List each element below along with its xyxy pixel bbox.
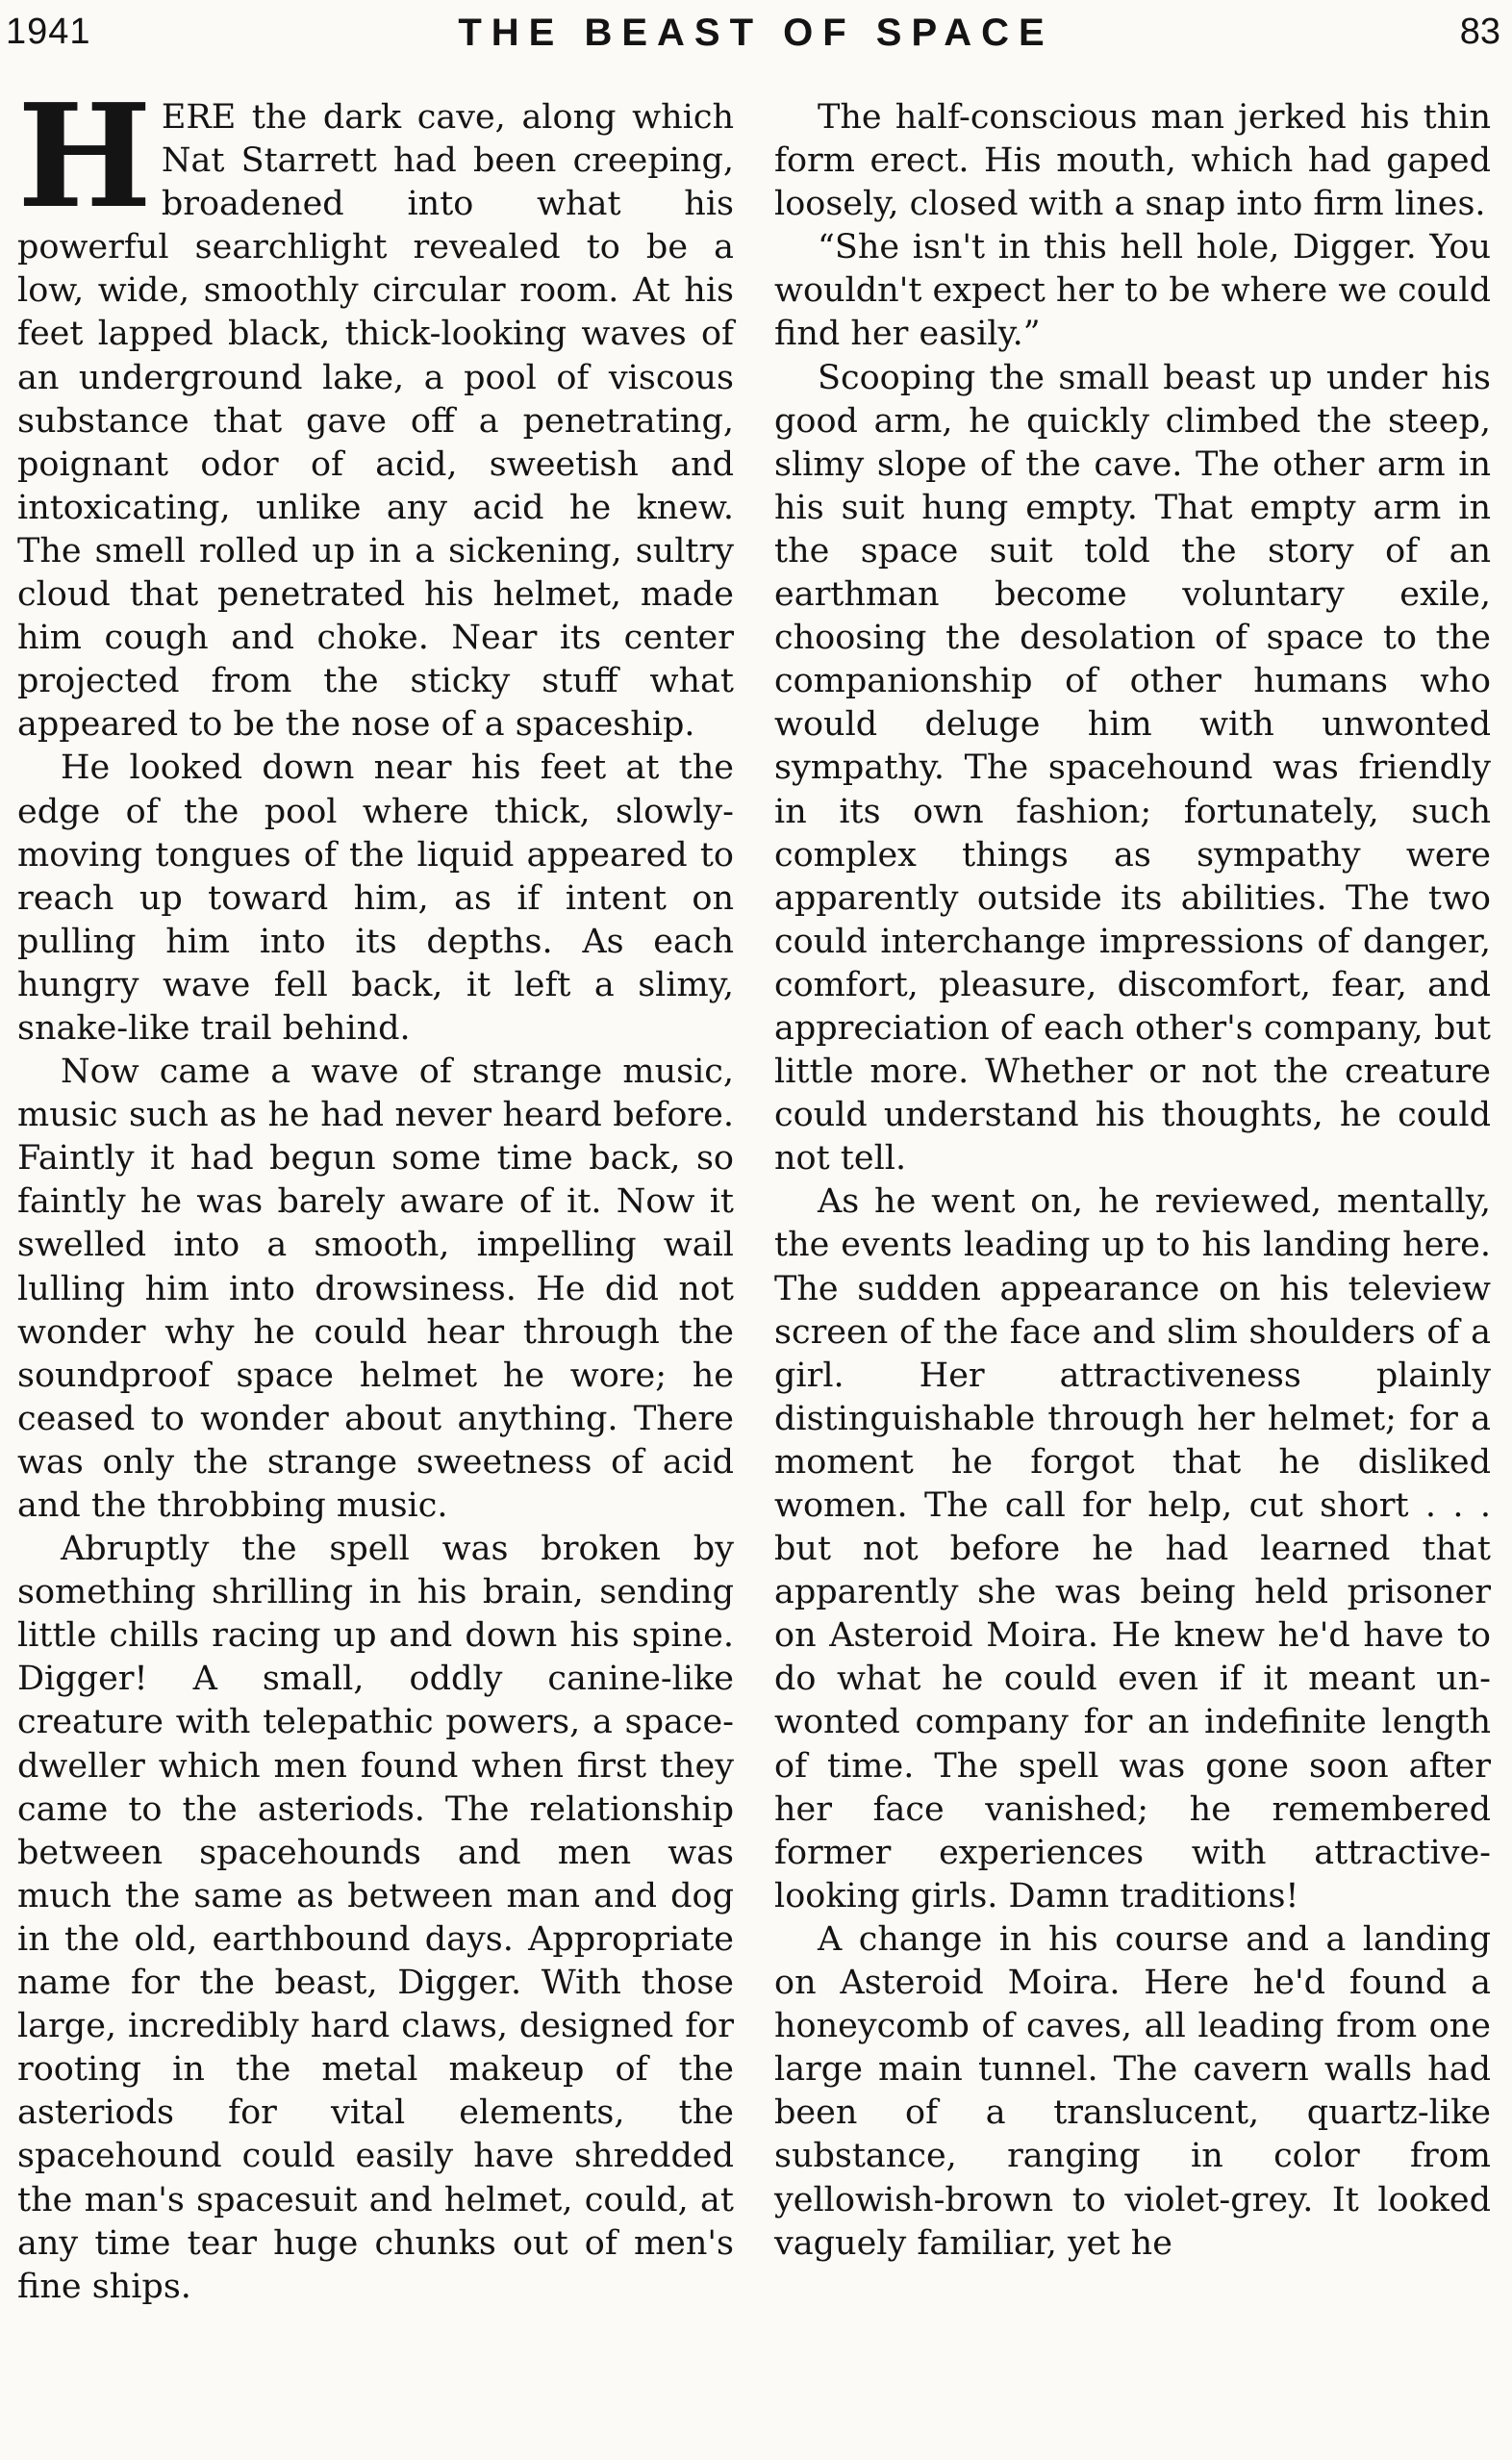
right-column: [774, 96, 1491, 2266]
paragraph: “She isn't in this hell hole, Digger. You wouldn't expect her to be where we could find her easily.”: [774, 228, 1491, 354]
opening-paragraph: [17, 72, 734, 747]
page-number: 83: [1459, 12, 1500, 52]
running-header: [0, 10, 1512, 67]
issue-year: 1941: [6, 12, 91, 52]
paragraph: Abruptly the spell was broken by something shrilling in his brain, sending little chills racing up and down his spine. Digger! A small, oddly canine-like creature with telepathic powers, a space-dweller which men found when first they came to the asteriods. The relationship between spacehounds and men was much the same as between man and dog in the old, earthbound days. Appropriate name for the beast, Digger. With those large, incredibly hard claws, designed for rooting in the metal makeup of the asteriods for vital elements, the spacehound could easily have shredded the man's spacesuit and helmet, could, at any time tear huge chunks out of men's fine ships.: [17, 1530, 734, 2306]
left-column: [17, 72, 734, 2309]
opening-paragraph-text: ERE the dark cave, along which Nat Starrett had been creeping, broadened into what his powerful searchlight revealed to be a low, wide, smoothly circular room. At his feet lapped black, thick-looking waves of an underground lake, a pool of viscous substance that gave off a penetrating, poignant odor of acid, sweetish and intoxicating, unlike any acid he knew. The smell rolled up in a sickening, sultry cloud that penetrated his helmet, made him cough and choke. Near its center projected from the sticky stuff what appeared to be the nose of a spaceship.: [17, 98, 734, 745]
paragraph: The half-conscious man jerked his thin form erect. His mouth, which had gaped loosely, closed with a snap into firm lines.: [774, 98, 1491, 224]
paragraph: He looked down near his feet at the edge of the pool where thick, slowlymoving tongues of the liquid appeared to reach up toward him, as if intent on pulling him into its depths. As each hungry wave fell back, it left a slimy, snake-like trail behind.: [17, 748, 734, 1048]
paragraph: Scooping the small beast up under his good arm, he quickly climbed the steep, slimy slope of the cave. The other arm in his suit hung empty. That empty arm in the space suit told the story of an earthman become voluntary exile, choosing the desolation of space to the companionship of other humans who would deluge him with unwonted sympathy. The spacehound was friendly in its own fashion; fortunately, such complex things as sympathy were apparently outside its abilities. The two could interchange impressions of danger, comfort, pleasure, discomfort, fear, and appreciation of each other's company, but little more. Whether or not the creature could understand his thoughts, he could not tell.: [774, 358, 1491, 1179]
paragraph: A change in his course and a landing on Asteroid Moira. Here he'd found a honeycomb of caves, all leading from one large main tunnel. The cavern walls had been of a translucent, quartz-like substance, ranging in color from yellowish-brown to violet-grey. It looked vaguely familiar, yet he: [774, 1919, 1491, 2263]
drop-cap: H: [17, 72, 152, 240]
story-title: THE BEAST OF SPACE: [458, 12, 1054, 54]
paragraph: Now came a wave of strange music, music such as he had never heard before. Faintly it had begun some time back, so faintly he was barely aware of it. Now it swelled into a smooth, impelling wail lulling him into drowsiness. He did not wonder why he could hear through the soundproof space helmet he wore; he ceased to wonder about anything. There was only the strange sweetness of acid and the throbbing music.: [17, 1052, 734, 1525]
paragraph: As he went on, he reviewed, mentally, the events leading up to his landing here. The sudden appearance on his teleview screen of the face and slim shoulders of a girl. Her attractiveness plainly distinguishable through her helmet; for a moment he forgot that he disliked women. The call for help, cut short . . . but not before he had learned that apparently she was being held prisoner on Asteroid Moira. He knew he'd have to do what he could even if it meant unwonted company for an indefinite length of time. The spell was gone soon after her face vanished; he remembered former experiences with attractive-looking girls. Damn traditions!: [774, 1182, 1491, 1915]
